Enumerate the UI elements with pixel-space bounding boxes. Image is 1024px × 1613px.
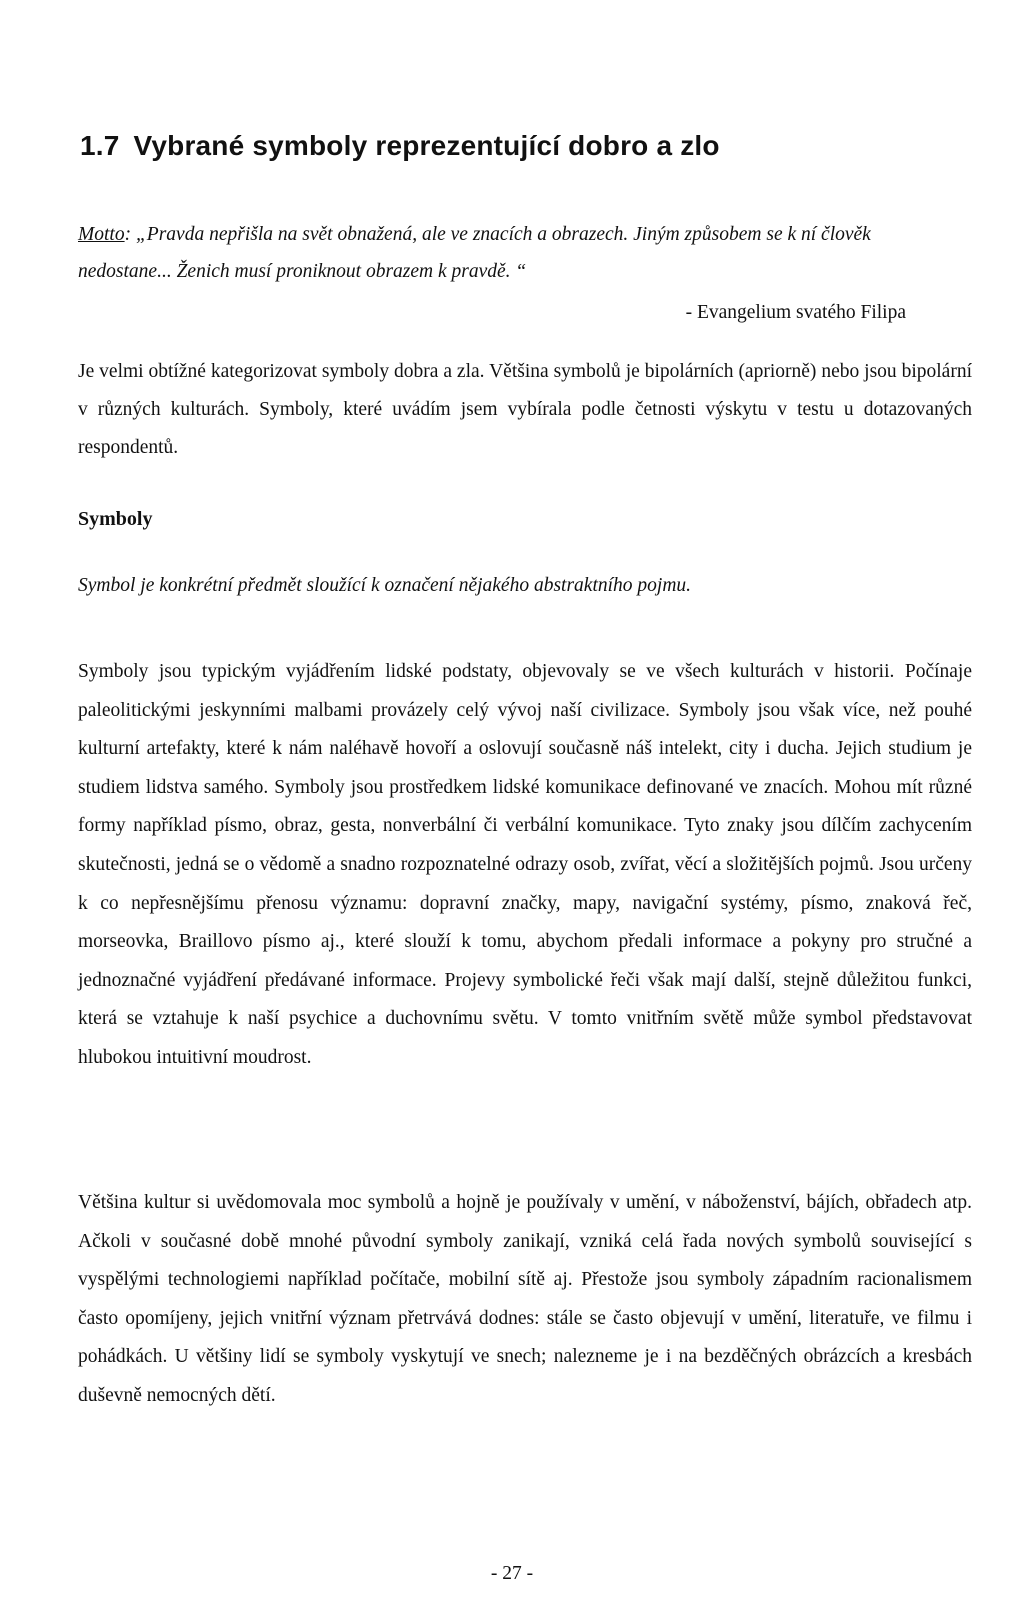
body-paragraph: Symboly jsou typickým vyjádřením lidské podstaty, objevovaly se ve všech kulturách v historii. Počínaje paleolitickými jeskynními malbami provázely celý vývoj naší civilizace. Symboly jsou však více, než pouhé kulturní artefakty, které k nám naléhavě hovoří a oslovují současně náš intelekt, city i ducha. Jejich studium je studiem lidstva samého. Symboly jsou prostředkem lidské komunikace definované ve znacích. Mohou mít různé formy například písmo, obraz, gesta, nonverbální či verbální komunikace. Tyto znaky jsou dílčím zachycením skutečnosti, jedná se o vědomě a snadno rozpoznatelné odrazy osob, zvířat, věcí a složitějších pojmů. Jsou určeny k co nepřesnějšímu přenosu významu: dopravní značky, mapy, navigační systémy, písmo, znaková řeč, morseovka, Braillovo písmo aj., které slouží k tomu, abychom předali informace a pokyny pro stručné a jednoznačné vyjádření předávané informace. Projevy symbolické řeči však mají další, stejně důležitou funkci, která se vztahuje k naší psychice a duchovnímu světu. V tomto vnitřním světě může symbol představovat hlubokou intuitivní moudrost. (78, 661, 972, 1068)
section-number: 1.7 (80, 130, 120, 161)
intro-paragraph: Je velmi obtížné kategorizovat symboly dobra a zla. Většina symbolů je bipolárních (apriorně) nebo jsou bipolární v různých kulturách. Symboly, které uvádím jsem vybírala podle četnosti výskytu v testu u dotazovaných respondentů. (78, 361, 972, 458)
motto-text: : „Pravda nepřišla na svět obnažená, ale ve znacích a obrazech. Jiným způsobem se k ní člověk nedostane... Ženich musí proniknout obrazem k pravdě. “ (78, 224, 871, 282)
body-paragraph: Většina kultur si uvědomovala moc symbolů a hojně je používaly v umění, v náboženství, bájích, obřadech atp. Ačkoli v současné době mnohé původní symboly zanikají, vzniká celá řada nových symbolů související s vyspělými technologiemi například počítače, mobilní sítě aj. Přestože jsou symboly západním racionalismem často opomíjeny, jejich vnitřní význam přetrvává dodnes: stále se často objevují v umění, literatuře, ve filmu i pohádkách. U většiny lidí se symboly vyskytují ve snech; nalezneme je i na bezděčných obrázcích a kresbách duševně nemocných dětí. (78, 1192, 972, 1406)
section-heading (80, 130, 720, 162)
section-title: Vybrané symboly reprezentující dobro a zlo (133, 130, 720, 161)
motto-attribution: - Evangelium svatého Filipa (685, 302, 906, 323)
page-number: - 27 - (490, 1563, 534, 1584)
motto-label: Motto (78, 224, 125, 245)
motto-quote (78, 216, 933, 290)
subheading-symboly: Symboly (78, 508, 153, 530)
symbol-definition: Symbol je konkrétní předmět sloužící k označení nějakého abstraktního pojmu. (78, 575, 692, 596)
